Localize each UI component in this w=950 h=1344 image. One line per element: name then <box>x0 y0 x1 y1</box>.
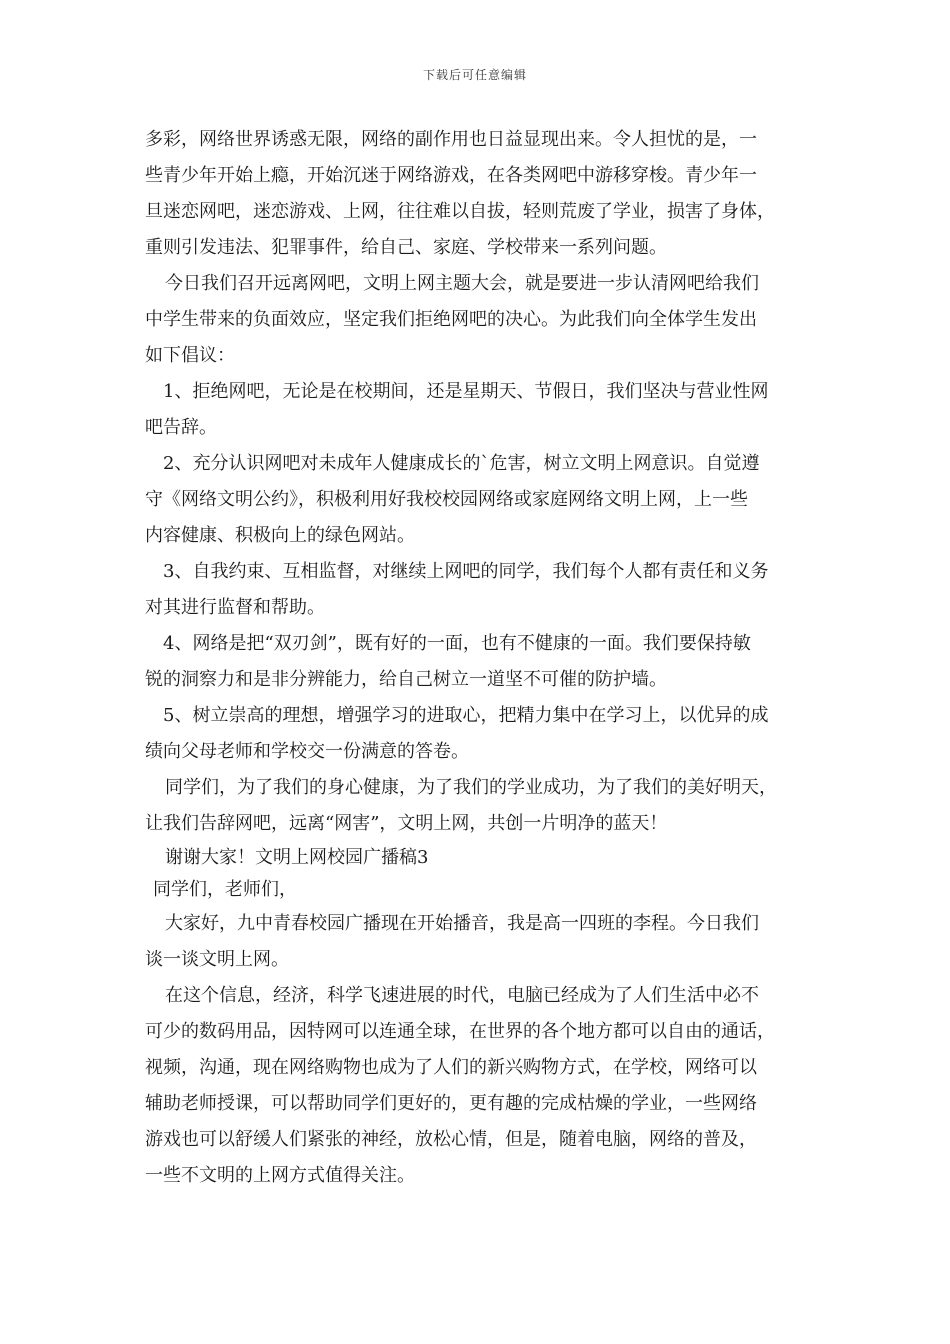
text-line: 今日我们召开远离网吧，文明上网主题大会，就是要进一步认清网吧给我们 <box>165 273 759 294</box>
text-line: 些青少年开始上瘾，开始沉迷于网络游戏，在各类网吧中游移穿梭。青少年一 <box>145 165 757 186</box>
text-line: 旦迷恋网吧，迷恋游戏、上网，往往难以自拔，轻则荒废了学业，损害了身体， <box>145 201 775 222</box>
text-line: 辅助老师授课，可以帮助同学们更好的，更有趣的完成枯燥的学业，一些网络 <box>145 1093 757 1114</box>
text-line: 一些不文明的上网方式值得关注。 <box>145 1165 415 1186</box>
text-line: 中学生带来的负面效应，坚定我们拒绝网吧的决心。为此我们向全体学生发出 <box>145 309 757 330</box>
text-line: 多彩，网络世界诱惑无限，网络的副作用也日益显现出来。令人担忧的是，一 <box>145 129 757 150</box>
text-line: 锐的洞察力和是非分辨能力，给自己树立一道坚不可催的防护墙。 <box>145 669 667 690</box>
text-line: 2、充分认识网吧对未成年人健康成长的`危害，树立文明上网意识。自觉遵 <box>163 453 760 474</box>
text-line: 大家好，九中青春校园广播现在开始播音，我是高一四班的李程。今日我们 <box>165 913 759 934</box>
text-line: 对其进行监督和帮助。 <box>145 597 325 618</box>
text-line: 让我们告辞网吧，远离“网害”，文明上网，共创一片明净的蓝天！ <box>145 813 668 834</box>
text-line: 5、树立崇高的理想，增强学习的进取心，把精力集中在学习上，以优异的成 <box>163 705 769 726</box>
text-line: 同学们，为了我们的身心健康，为了我们的学业成功，为了我们的美好明天， <box>165 777 777 798</box>
text-line: 1、拒绝网吧，无论是在校期间，还是星期天、节假日，我们坚决与营业性网 <box>163 381 769 402</box>
text-line: 谈一谈文明上网。 <box>145 949 289 970</box>
text-line: 视频，沟通，现在网络购物也成为了人们的新兴购物方式，在学校，网络可以 <box>145 1057 757 1078</box>
document-body <box>145 122 825 1194</box>
text-line: 可少的数码用品，因特网可以连通全球，在世界的各个地方都可以自由的通话， <box>145 1021 775 1042</box>
text-line: 游戏也可以舒缓人们紧张的神经，放松心情，但是，随着电脑，网络的普及， <box>145 1129 757 1150</box>
text-line: 3、自我约束、互相监督，对继续上网吧的同学，我们每个人都有责任和义务 <box>163 561 769 582</box>
text-line: 重则引发违法、犯罪事件，给自己、家庭、学校带来一系列问题。 <box>145 237 667 258</box>
text-line: 同学们，老师们， <box>153 879 297 900</box>
text-line: 守《网络文明公约》，积极利用好我校校园网络或家庭网络文明上网，上一些 <box>145 489 748 510</box>
text-line: 吧告辞。 <box>145 417 217 438</box>
text-line: 在这个信息，经济，科学飞速进展的时代，电脑已经成为了人们生活中必不 <box>165 985 759 1006</box>
text-line: 4、网络是把“双刃剑”，既有好的一面，也有不健康的一面。我们要保持敏 <box>163 633 751 654</box>
page-header: 下载后可任意编辑 <box>422 68 527 82</box>
text-line: 谢谢大家！文明上网校园广播稿3 <box>165 847 429 868</box>
text-line: 内容健康、积极向上的绿色网站。 <box>145 525 415 546</box>
text-line: 绩向父母老师和学校交一份满意的答卷。 <box>145 741 469 762</box>
text-line: 如下倡议： <box>145 345 235 366</box>
